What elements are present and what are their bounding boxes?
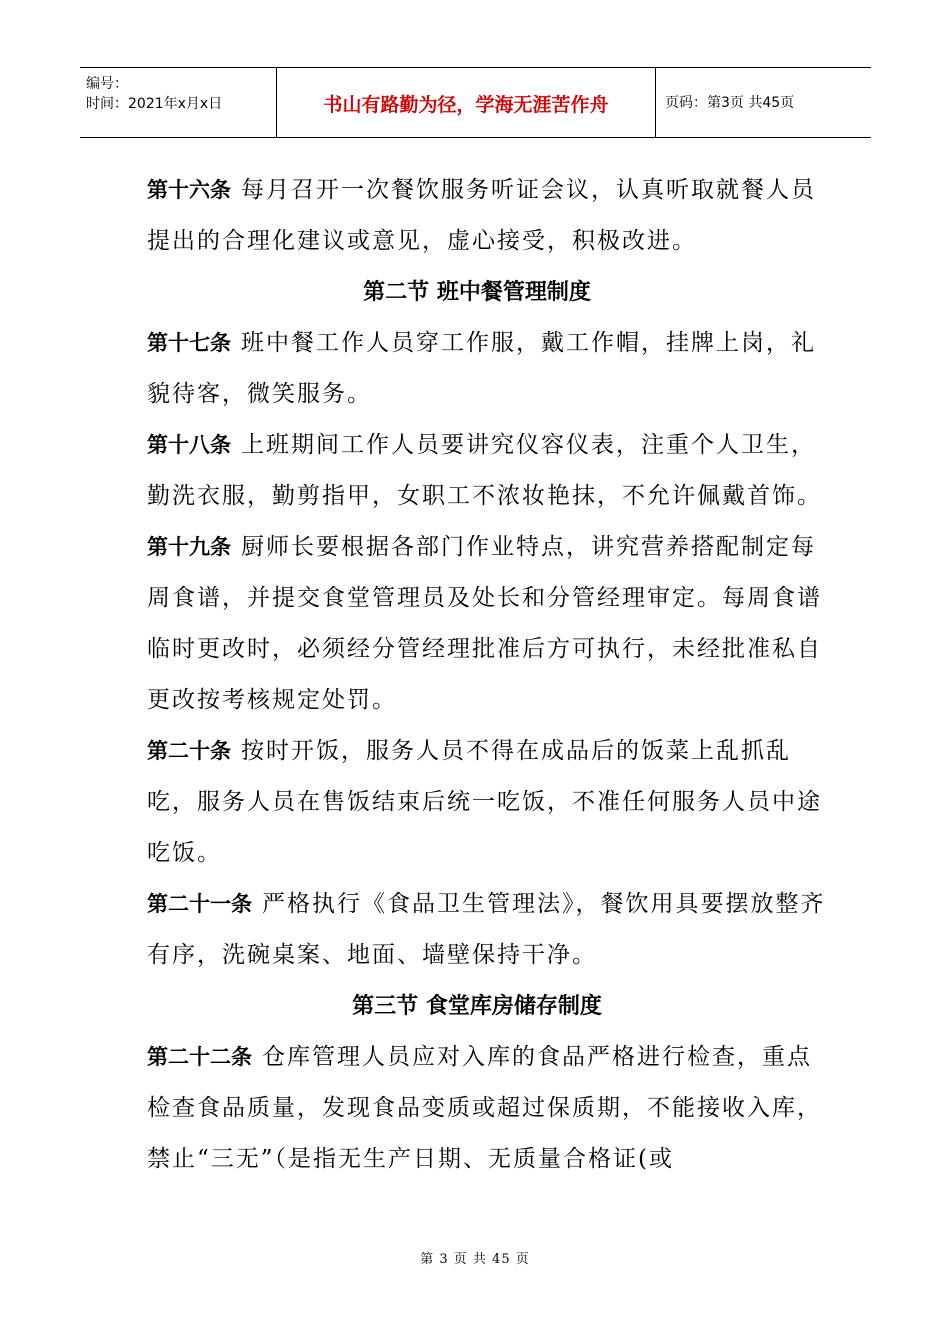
header-page-cell	[656, 68, 871, 137]
article-label: 第十六条	[147, 178, 231, 202]
article-18	[147, 420, 827, 522]
article-text: 每月召开一次餐饮服务听证会议，认真听取就餐人员提出的合理化建议或意见，虚心接受，积极改进。	[147, 177, 816, 254]
article-16	[147, 165, 827, 267]
article-22	[147, 1032, 827, 1185]
date-label: 时间：2021年x月x日	[86, 96, 223, 112]
article-20	[147, 726, 827, 879]
section-heading-3: 第三节 食堂库房储存制度	[352, 994, 602, 1019]
article-label: 第二十一条	[147, 892, 252, 916]
article-text: 仓库管理人员应对入库的食品严格进行检查，重点检查食品质量，发现食品变质或超过保质期，不能接收入库，禁止“三无”（是指无生产日期、无质量合格证(或	[147, 1044, 822, 1172]
motto-text: 书山有路勤为径，学海无涯苦作舟	[323, 94, 609, 116]
document-body	[147, 165, 827, 1185]
article-label: 第二十二条	[147, 1045, 252, 1069]
article-text: 上班期间工作人员要讲究仪容仪表，注重个人卫生，勤洗衣服，勤剪指甲，女职工不浓妆艳抹，不允许佩戴首饰。	[147, 432, 822, 509]
article-label: 第十九条	[147, 535, 231, 559]
article-label: 第十八条	[147, 433, 231, 457]
article-19	[147, 522, 827, 726]
article-text: 班中餐工作人员穿工作服，戴工作帽，挂牌上岗，礼貌待客，微笑服务。	[147, 330, 816, 407]
article-21	[147, 879, 827, 981]
article-text: 按时开饭，服务人员不得在成品后的饭菜上乱抓乱吃，服务人员在售饭结束后统一吃饭，不准任何服务人员中途吃饭。	[147, 738, 822, 866]
page-label: 页码：第3页 共45页	[665, 95, 795, 111]
article-text: 严格执行《食品卫生管理法》，餐饮用具要摆放整齐有序，洗碗桌案、地面、墙壁保持干净。	[147, 891, 826, 968]
article-17	[147, 318, 827, 420]
article-label: 第二十条	[147, 739, 231, 763]
article-text: 厨师长要根据各部门作业特点，讲究营养搭配制定每周食谱，并提交食堂管理员及处长和分管经理审定。每周食谱临时更改时，必须经分管经理批准后方可执行，未经批准私自更改按考核规定处罚。	[147, 534, 822, 713]
section-heading-2: 第二节 班中餐管理制度	[363, 280, 591, 305]
page-header	[80, 67, 871, 138]
article-label: 第十七条	[147, 331, 231, 355]
header-meta	[80, 68, 277, 137]
header-motto-cell	[277, 68, 656, 137]
page-footer: 第 3 页 共 45 页	[420, 1252, 530, 1267]
number-label: 编号：	[86, 76, 128, 92]
